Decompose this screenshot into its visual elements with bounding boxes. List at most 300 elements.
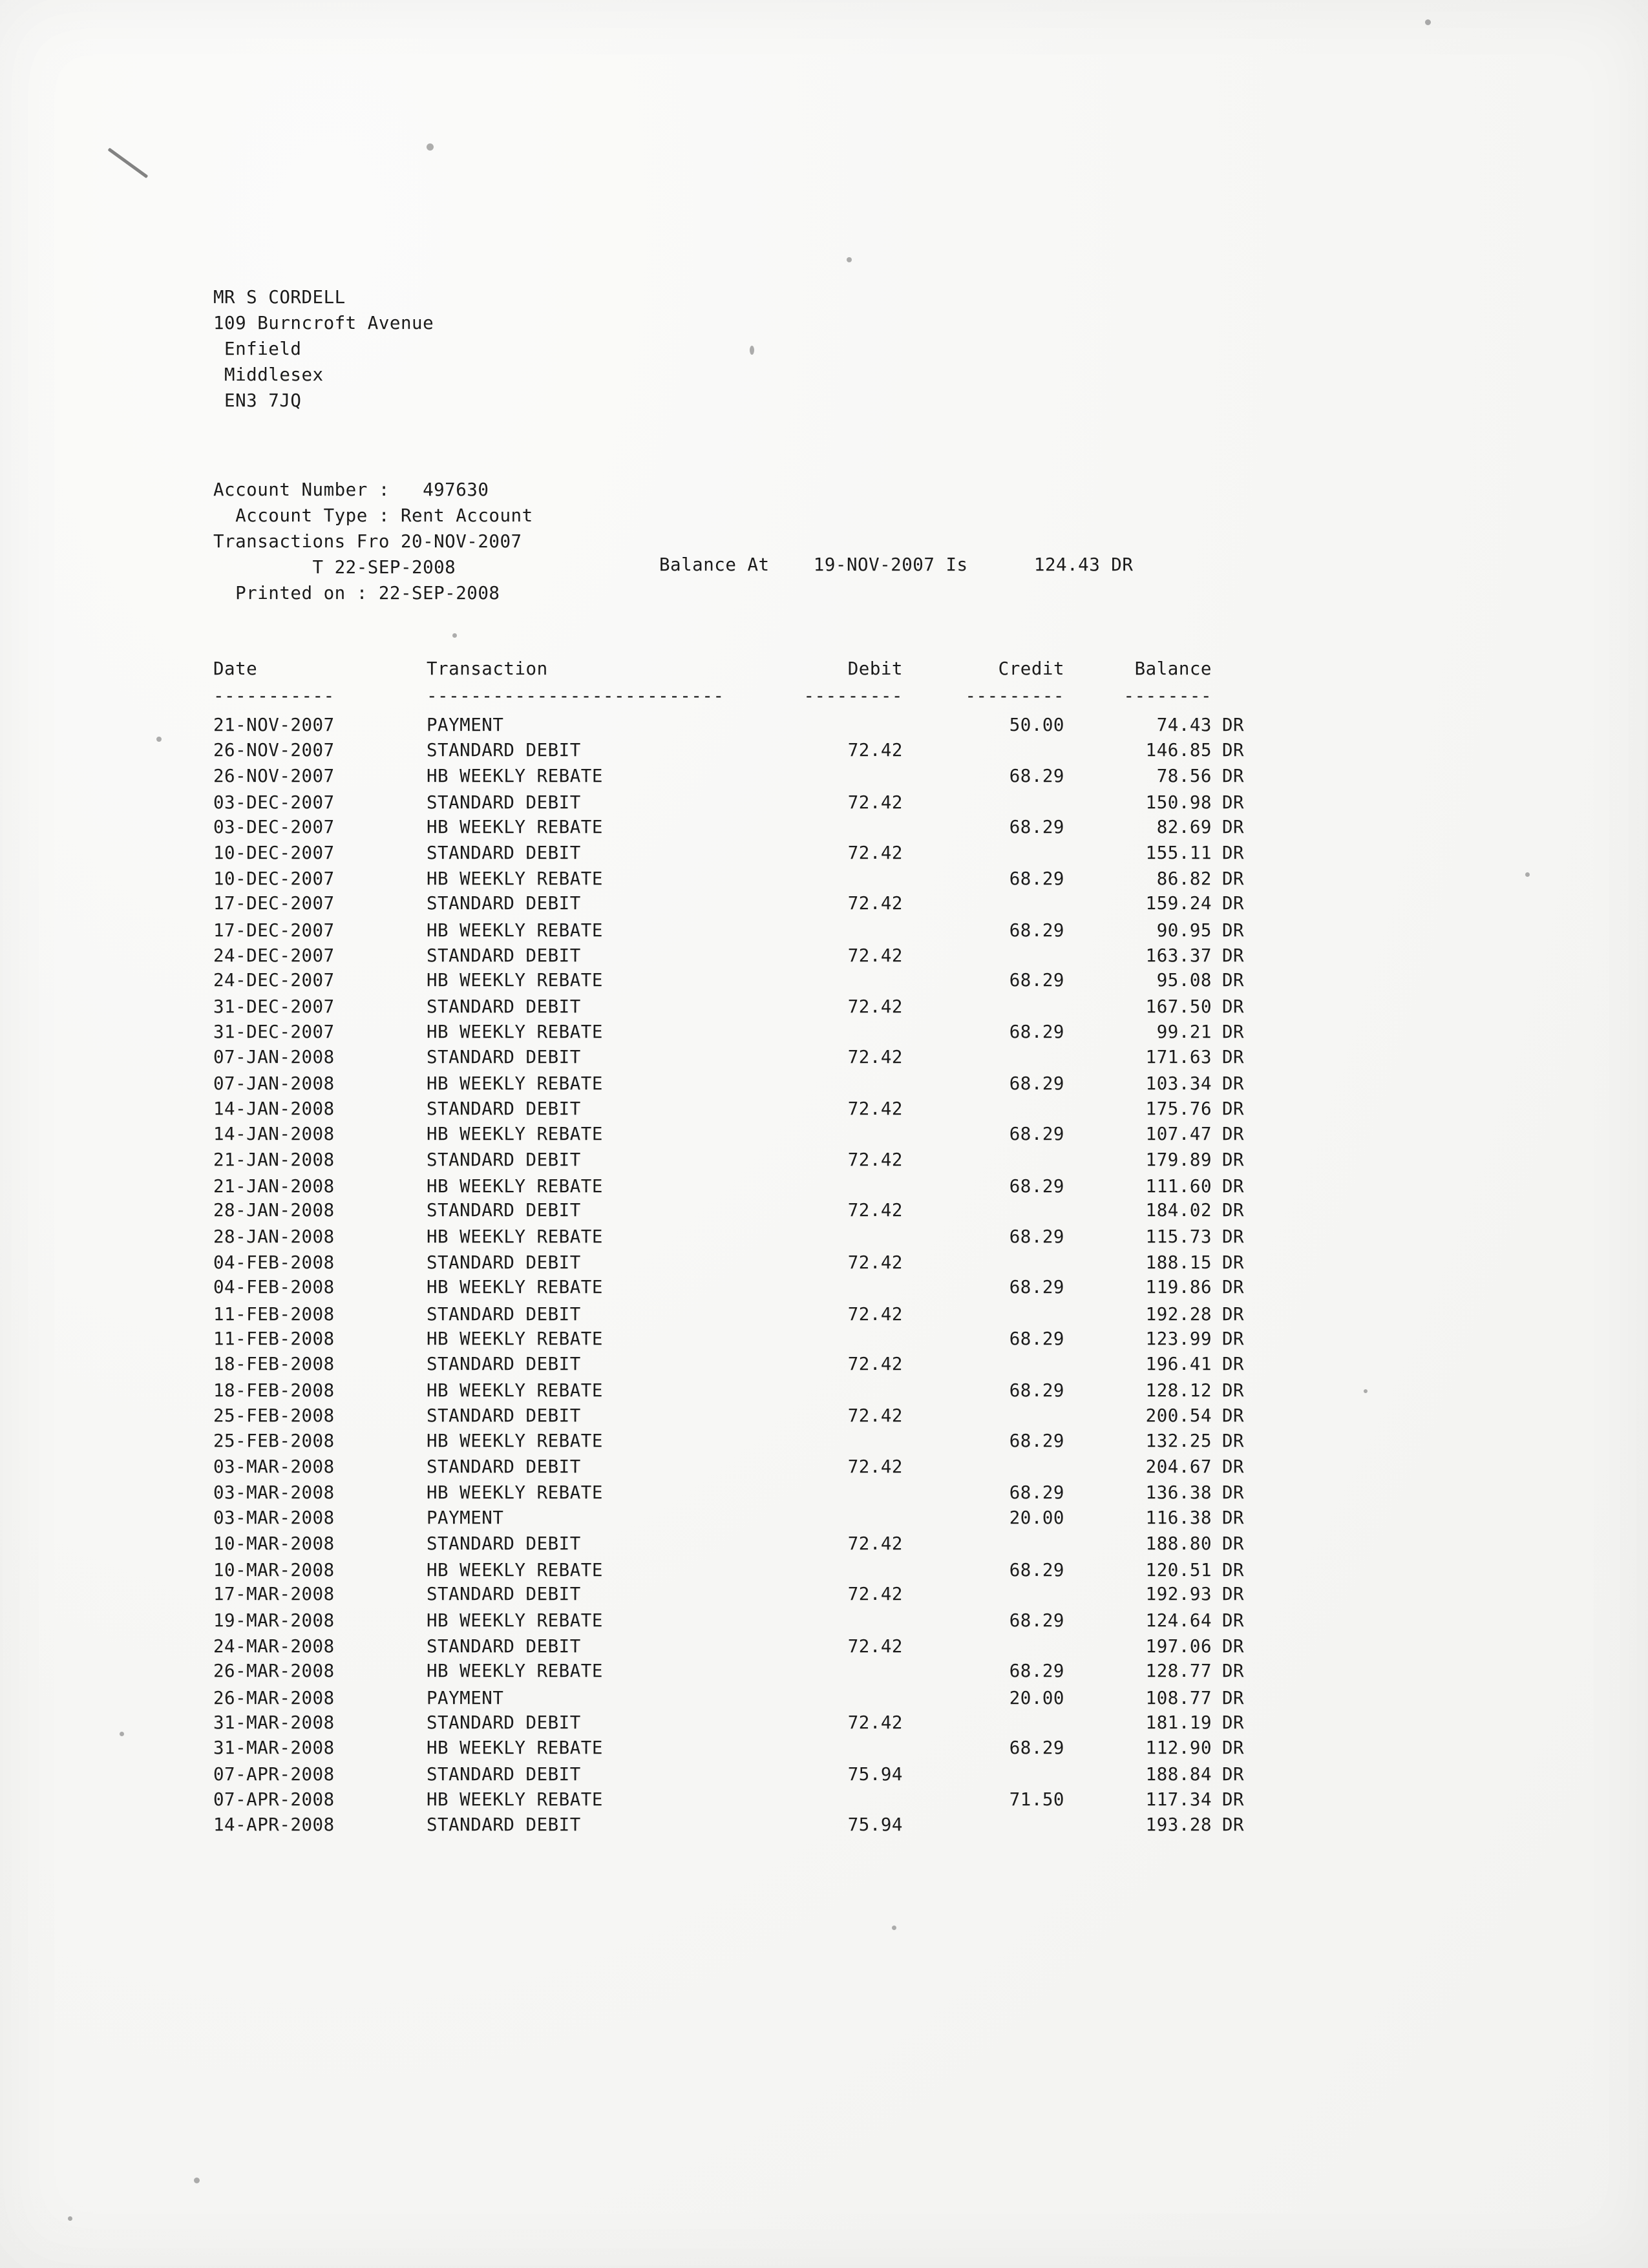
cell-dr-indicator: DR (1222, 996, 1245, 1017)
cell-debit: 75.94 (847, 1763, 903, 1785)
cell-description: STANDARD DEBIT (427, 945, 581, 966)
cell-debit: 72.42 (847, 1456, 903, 1478)
cell-credit: 68.29 (1009, 1610, 1064, 1631)
cell-credit (903, 994, 1064, 1020)
cell-description: HB WEEKLY REBATE (427, 1737, 603, 1758)
cell-debit (753, 1122, 903, 1148)
table-row (213, 1198, 1441, 1224)
cell-dr-indicator: DR (1222, 792, 1245, 813)
cell-date: 11-FEB-2008 (213, 1303, 335, 1325)
cell-debit: 72.42 (847, 792, 903, 813)
printed-on-line: Printed on : 22-SEP-2008 (213, 583, 500, 604)
cell-date: 14-JAN-2008 (213, 1098, 335, 1120)
cell-date: 28-JAN-2008 (213, 1226, 335, 1248)
table-body (213, 713, 1441, 1838)
cell-credit (903, 1250, 1064, 1276)
table-row (213, 790, 1441, 816)
table-row (213, 1020, 1441, 1045)
cell-description: STANDARD DEBIT (427, 1533, 581, 1555)
cell-dr-indicator: DR (1222, 1430, 1245, 1451)
cell-credit (903, 1352, 1064, 1378)
cell-date: 26-MAR-2008 (213, 1687, 335, 1708)
cell-description: HB WEEKLY REBATE (427, 1226, 603, 1248)
cell-dr-indicator: DR (1222, 1737, 1245, 1758)
cell-credit: 68.29 (1009, 1123, 1064, 1144)
cell-description: HB WEEKLY REBATE (427, 1022, 603, 1043)
cell-credit (903, 1762, 1064, 1788)
cell-date: 31-MAR-2008 (213, 1712, 335, 1734)
address-line: Middlesex (213, 364, 324, 385)
cell-debit: 72.42 (847, 893, 903, 914)
column-header-balance: Balance (1134, 658, 1212, 679)
cell-date: 18-FEB-2008 (213, 1354, 335, 1375)
transactions-table (213, 656, 1441, 1838)
cell-credit: 68.29 (1009, 1277, 1064, 1298)
cell-debit: 72.42 (847, 1098, 903, 1120)
cell-balance: 90.95 (1156, 919, 1212, 941)
cell-date: 31-MAR-2008 (213, 1737, 335, 1758)
cell-date: 03-DEC-2007 (213, 816, 335, 837)
cell-description: STANDARD DEBIT (427, 1405, 581, 1427)
scan-speck-artifact (1425, 19, 1431, 25)
cell-debit: 72.42 (847, 1405, 903, 1427)
cell-credit (903, 1302, 1064, 1328)
cell-date: 18-FEB-2008 (213, 1380, 335, 1401)
cell-date: 19-MAR-2008 (213, 1610, 335, 1631)
cell-dr-indicator: DR (1222, 1073, 1245, 1094)
table-row (213, 968, 1441, 994)
cell-balance: 115.73 (1145, 1226, 1212, 1248)
cell-dr-indicator: DR (1222, 945, 1245, 966)
cell-dr-indicator: DR (1222, 1559, 1245, 1580)
cell-balance: 171.63 (1145, 1046, 1212, 1067)
cell-credit (903, 1097, 1064, 1122)
table-row (213, 1659, 1441, 1685)
cell-balance: 181.19 (1145, 1712, 1212, 1734)
cell-credit: 68.29 (1009, 1737, 1064, 1758)
cell-date: 21-JAN-2008 (213, 1150, 335, 1171)
cell-credit (903, 1582, 1064, 1608)
cell-date: 10-MAR-2008 (213, 1559, 335, 1580)
cell-description: STANDARD DEBIT (427, 996, 581, 1017)
cell-description: HB WEEKLY REBATE (427, 1610, 603, 1631)
cell-dr-indicator: DR (1222, 1814, 1245, 1835)
cell-debit: 72.42 (847, 1354, 903, 1375)
cell-debit (753, 1558, 903, 1584)
rule-balance: -------- (1123, 685, 1212, 706)
cell-debit: 72.42 (847, 1712, 903, 1734)
cell-dr-indicator: DR (1222, 816, 1245, 837)
cell-credit: 68.29 (1009, 868, 1064, 889)
table-row (213, 1174, 1441, 1200)
cell-dr-indicator: DR (1222, 1123, 1245, 1144)
cell-credit: 68.29 (1009, 816, 1064, 837)
cell-dr-indicator: DR (1222, 715, 1245, 736)
cell-date: 26-MAR-2008 (213, 1661, 335, 1682)
cell-debit (753, 713, 903, 739)
table-row (213, 1378, 1441, 1404)
cell-debit (753, 1787, 903, 1813)
cell-debit: 72.42 (847, 843, 903, 864)
scan-speck-artifact (194, 2178, 200, 2183)
cell-date: 03-DEC-2007 (213, 792, 335, 813)
cell-description: STANDARD DEBIT (427, 1200, 581, 1221)
cell-description: STANDARD DEBIT (427, 1763, 581, 1785)
cell-dr-indicator: DR (1222, 970, 1245, 991)
column-header-transaction: Transaction (427, 658, 548, 679)
account-meta-block (213, 477, 1441, 606)
cell-credit (903, 1531, 1064, 1557)
cell-date: 25-FEB-2008 (213, 1430, 335, 1451)
cell-description: HB WEEKLY REBATE (427, 1328, 603, 1350)
cell-credit: 68.29 (1009, 1482, 1064, 1503)
cell-description: HB WEEKLY REBATE (427, 1073, 603, 1094)
cell-dr-indicator: DR (1222, 1610, 1245, 1631)
rule-spacer (1212, 684, 1280, 709)
cell-balance: 146.85 (1145, 739, 1212, 761)
cell-description: HB WEEKLY REBATE (427, 766, 603, 787)
table-row (213, 1686, 1441, 1712)
cell-description: STANDARD DEBIT (427, 739, 581, 761)
column-header-debit: Debit (847, 658, 903, 679)
cell-balance: 188.15 (1145, 1252, 1212, 1273)
cell-description: HB WEEKLY REBATE (427, 1661, 603, 1682)
table-row (213, 1480, 1441, 1506)
cell-dr-indicator: DR (1222, 843, 1245, 864)
table-row (213, 841, 1441, 866)
account-number-line: Account Number : 497630 (213, 479, 489, 500)
cell-credit (903, 738, 1064, 764)
table-row (213, 1122, 1441, 1148)
cell-date: 31-DEC-2007 (213, 1022, 335, 1043)
cell-description: STANDARD DEBIT (427, 1635, 581, 1657)
cell-balance: 150.98 (1145, 792, 1212, 813)
table-row (213, 994, 1441, 1020)
scan-speck-artifact (847, 257, 852, 262)
cell-balance: 200.54 (1145, 1405, 1212, 1427)
cell-dr-indicator: DR (1222, 1380, 1245, 1401)
cell-date: 03-MAR-2008 (213, 1456, 335, 1478)
cell-dr-indicator: DR (1222, 919, 1245, 941)
cell-description: HB WEEKLY REBATE (427, 970, 603, 991)
cell-debit: 72.42 (847, 996, 903, 1017)
cell-date: 28-JAN-2008 (213, 1200, 335, 1221)
scan-speck-artifact (892, 1926, 896, 1930)
table-row (213, 1762, 1441, 1788)
cell-date: 04-FEB-2008 (213, 1252, 335, 1273)
cell-debit: 72.42 (847, 945, 903, 966)
cell-debit (753, 1174, 903, 1200)
cell-dr-indicator: DR (1222, 1175, 1245, 1197)
cell-date: 14-JAN-2008 (213, 1123, 335, 1144)
table-row (213, 1531, 1441, 1557)
rule-debit: --------- (803, 685, 903, 706)
cell-description: STANDARD DEBIT (427, 843, 581, 864)
cell-date: 07-APR-2008 (213, 1763, 335, 1785)
cell-balance: 132.25 (1145, 1430, 1212, 1451)
table-row (213, 1787, 1441, 1813)
scan-speck-artifact (1525, 872, 1530, 877)
cell-description: STANDARD DEBIT (427, 1584, 581, 1605)
cell-dr-indicator: DR (1222, 1098, 1245, 1120)
cell-description: HB WEEKLY REBATE (427, 816, 603, 837)
cell-dr-indicator: DR (1222, 1763, 1245, 1785)
cell-description: STANDARD DEBIT (427, 792, 581, 813)
table-row (213, 1097, 1441, 1122)
cell-debit: 72.42 (847, 1303, 903, 1325)
table-row (213, 1558, 1441, 1584)
cell-dr-indicator: DR (1222, 1226, 1245, 1248)
cell-date: 24-MAR-2008 (213, 1635, 335, 1657)
cell-date: 10-DEC-2007 (213, 843, 335, 864)
cell-balance: 128.12 (1145, 1380, 1212, 1401)
cell-dr-indicator: DR (1222, 1482, 1245, 1503)
cell-debit: 72.42 (847, 1150, 903, 1171)
cell-credit: 68.29 (1009, 1559, 1064, 1580)
cell-balance: 192.93 (1145, 1584, 1212, 1605)
cell-description: HB WEEKLY REBATE (427, 1277, 603, 1298)
cell-debit: 72.42 (847, 1200, 903, 1221)
cell-description: HB WEEKLY REBATE (427, 1380, 603, 1401)
account-type-line: Account Type : Rent Account (213, 505, 533, 526)
cell-debit: 72.42 (847, 1252, 903, 1273)
table-row (213, 1403, 1441, 1429)
cell-debit (753, 1071, 903, 1097)
cell-description: HB WEEKLY REBATE (427, 868, 603, 889)
cell-debit (753, 1275, 903, 1301)
cell-balance: 120.51 (1145, 1559, 1212, 1580)
table-row (213, 1250, 1441, 1276)
cell-date: 24-DEC-2007 (213, 945, 335, 966)
cell-credit (903, 1710, 1064, 1736)
cell-credit: 68.29 (1009, 970, 1064, 991)
cell-credit: 68.29 (1009, 1175, 1064, 1197)
cell-dr-indicator: DR (1222, 1046, 1245, 1067)
cell-credit: 68.29 (1009, 1328, 1064, 1350)
cell-balance: 179.89 (1145, 1150, 1212, 1171)
transactions-to-line: T 22-SEP-2008 (213, 557, 456, 578)
cell-date: 21-NOV-2007 (213, 715, 335, 736)
cell-description: STANDARD DEBIT (427, 1252, 581, 1273)
cell-balance: 99.21 (1156, 1022, 1212, 1043)
scan-speck-artifact (427, 143, 434, 151)
cell-balance: 155.11 (1145, 843, 1212, 864)
address-line: EN3 7JQ (213, 390, 302, 411)
cell-description: HB WEEKLY REBATE (427, 1430, 603, 1451)
cell-debit (753, 1480, 903, 1506)
cell-dr-indicator: DR (1222, 1712, 1245, 1734)
cell-debit (753, 1429, 903, 1454)
cell-dr-indicator: DR (1222, 868, 1245, 889)
cell-description: STANDARD DEBIT (427, 1046, 581, 1067)
cell-credit (903, 790, 1064, 816)
cell-dr-indicator: DR (1222, 1635, 1245, 1657)
cell-dr-indicator: DR (1222, 1789, 1245, 1811)
rule-date: ----------- (213, 685, 335, 706)
cell-balance: 116.38 (1145, 1507, 1212, 1528)
cell-debit (753, 1659, 903, 1685)
cell-dr-indicator: DR (1222, 1328, 1245, 1350)
cell-debit (753, 918, 903, 944)
cell-balance: 107.47 (1145, 1123, 1212, 1144)
cell-date: 14-APR-2008 (213, 1814, 335, 1835)
cell-dr-indicator: DR (1222, 1584, 1245, 1605)
cell-credit (903, 1403, 1064, 1429)
cell-balance: 124.64 (1145, 1610, 1212, 1631)
cell-dr-indicator: DR (1222, 739, 1245, 761)
rule-credit: --------- (965, 685, 1064, 706)
cell-debit (753, 815, 903, 841)
cell-description: PAYMENT (427, 715, 504, 736)
cell-credit: 68.29 (1009, 1022, 1064, 1043)
cell-date: 17-DEC-2007 (213, 919, 335, 941)
address-line: 109 Burncroft Avenue (213, 313, 434, 333)
table-header-row (213, 656, 1441, 682)
cell-date: 17-MAR-2008 (213, 1584, 335, 1605)
cell-description: STANDARD DEBIT (427, 893, 581, 914)
cell-date: 07-JAN-2008 (213, 1073, 335, 1094)
address-block (213, 284, 1441, 414)
cell-date: 25-FEB-2008 (213, 1405, 335, 1427)
cell-date: 04-FEB-2008 (213, 1277, 335, 1298)
cell-debit: 72.42 (847, 739, 903, 761)
cell-credit: 68.29 (1009, 919, 1064, 941)
cell-date: 21-JAN-2008 (213, 1175, 335, 1197)
cell-description: HB WEEKLY REBATE (427, 1559, 603, 1580)
cell-dr-indicator: DR (1222, 1354, 1245, 1375)
cell-date: 31-DEC-2007 (213, 996, 335, 1017)
table-row (213, 1736, 1441, 1761)
cell-credit (903, 1148, 1064, 1173)
scan-speck-artifact (156, 737, 162, 742)
table-rule-row (213, 684, 1441, 709)
cell-credit (903, 891, 1064, 917)
cell-dr-indicator: DR (1222, 1507, 1245, 1528)
table-row (213, 891, 1441, 917)
cell-date: 07-APR-2008 (213, 1789, 335, 1811)
table-row (213, 1454, 1441, 1480)
cell-description: HB WEEKLY REBATE (427, 919, 603, 941)
table-row (213, 1327, 1441, 1352)
cell-dr-indicator: DR (1222, 1456, 1245, 1478)
cell-date: 26-NOV-2007 (213, 766, 335, 787)
table-row (213, 1302, 1441, 1328)
cell-balance: 188.84 (1145, 1763, 1212, 1785)
table-row (213, 1710, 1441, 1736)
cell-credit (903, 943, 1064, 969)
cell-debit: 72.42 (847, 1046, 903, 1067)
cell-dr-indicator: DR (1222, 1022, 1245, 1043)
cell-dr-indicator: DR (1222, 1277, 1245, 1298)
cell-description: STANDARD DEBIT (427, 1354, 581, 1375)
cell-dr-indicator: DR (1222, 1687, 1245, 1708)
cell-debit (753, 1506, 903, 1531)
cell-balance: 82.69 (1156, 816, 1212, 837)
cell-debit (753, 764, 903, 790)
cell-description: HB WEEKLY REBATE (427, 1789, 603, 1811)
cell-date: 07-JAN-2008 (213, 1046, 335, 1067)
address-line: Enfield (213, 339, 302, 359)
cell-date: 03-MAR-2008 (213, 1482, 335, 1503)
cell-debit (753, 1608, 903, 1634)
statement-document (213, 284, 1441, 1838)
cell-dr-indicator: DR (1222, 1533, 1245, 1555)
cell-debit (753, 1378, 903, 1404)
cell-debit (753, 1327, 903, 1352)
cell-description: STANDARD DEBIT (427, 1098, 581, 1120)
cell-date: 03-MAR-2008 (213, 1507, 335, 1528)
table-row (213, 866, 1441, 892)
cell-description: PAYMENT (427, 1687, 504, 1708)
table-row (213, 1352, 1441, 1378)
cell-debit: 75.94 (847, 1814, 903, 1835)
cell-dr-indicator: DR (1222, 1252, 1245, 1273)
cell-credit: 68.29 (1009, 1073, 1064, 1094)
cell-balance: 117.34 (1145, 1789, 1212, 1811)
cell-balance: 123.99 (1145, 1328, 1212, 1350)
cell-balance: 204.67 (1145, 1456, 1212, 1478)
cell-balance: 74.43 (1156, 715, 1212, 736)
table-row (213, 1608, 1441, 1634)
table-row (213, 1071, 1441, 1097)
cell-credit (903, 1045, 1064, 1071)
table-row (213, 918, 1441, 944)
cell-credit: 68.29 (1009, 1661, 1064, 1682)
cell-credit: 20.00 (1009, 1507, 1064, 1528)
table-row (213, 1429, 1441, 1454)
cell-balance: 159.24 (1145, 893, 1212, 914)
cell-balance: 103.34 (1145, 1073, 1212, 1094)
cell-credit (903, 1634, 1064, 1660)
cell-balance: 196.41 (1145, 1354, 1212, 1375)
cell-balance: 86.82 (1156, 868, 1212, 889)
table-row (213, 764, 1441, 790)
cell-date: 17-DEC-2007 (213, 893, 335, 914)
cell-balance: 112.90 (1145, 1737, 1212, 1758)
cell-description: STANDARD DEBIT (427, 1712, 581, 1734)
cell-date: 10-MAR-2008 (213, 1533, 335, 1555)
cell-balance: 192.28 (1145, 1303, 1212, 1325)
cell-description: HB WEEKLY REBATE (427, 1175, 603, 1197)
cell-credit (903, 1454, 1064, 1480)
cell-debit (753, 968, 903, 994)
table-row (213, 1582, 1441, 1608)
cell-balance: 188.80 (1145, 1533, 1212, 1555)
column-header-spacer (1212, 656, 1280, 682)
cell-credit (903, 1198, 1064, 1224)
table-row (213, 1045, 1441, 1071)
cell-balance: 119.86 (1145, 1277, 1212, 1298)
transactions-from-line: Transactions Fro 20-NOV-2007 (213, 531, 522, 552)
table-row (213, 1506, 1441, 1531)
cell-balance: 128.77 (1145, 1661, 1212, 1682)
cell-balance: 136.38 (1145, 1482, 1212, 1503)
cell-debit: 72.42 (847, 1533, 903, 1555)
cell-description: PAYMENT (427, 1507, 504, 1528)
cell-debit (753, 1736, 903, 1761)
cell-debit (753, 1686, 903, 1712)
cell-balance: 193.28 (1145, 1814, 1212, 1835)
table-row (213, 1275, 1441, 1301)
cell-credit: 68.29 (1009, 1380, 1064, 1401)
address-line: MR S CORDELL (213, 287, 346, 308)
opening-balance-line: Balance At 19-NOV-2007 Is 124.43 DR (659, 554, 1134, 575)
table-row (213, 815, 1441, 841)
cell-description: STANDARD DEBIT (427, 1456, 581, 1478)
cell-dr-indicator: DR (1222, 1150, 1245, 1171)
cell-credit (903, 1812, 1064, 1838)
cell-balance: 175.76 (1145, 1098, 1212, 1120)
